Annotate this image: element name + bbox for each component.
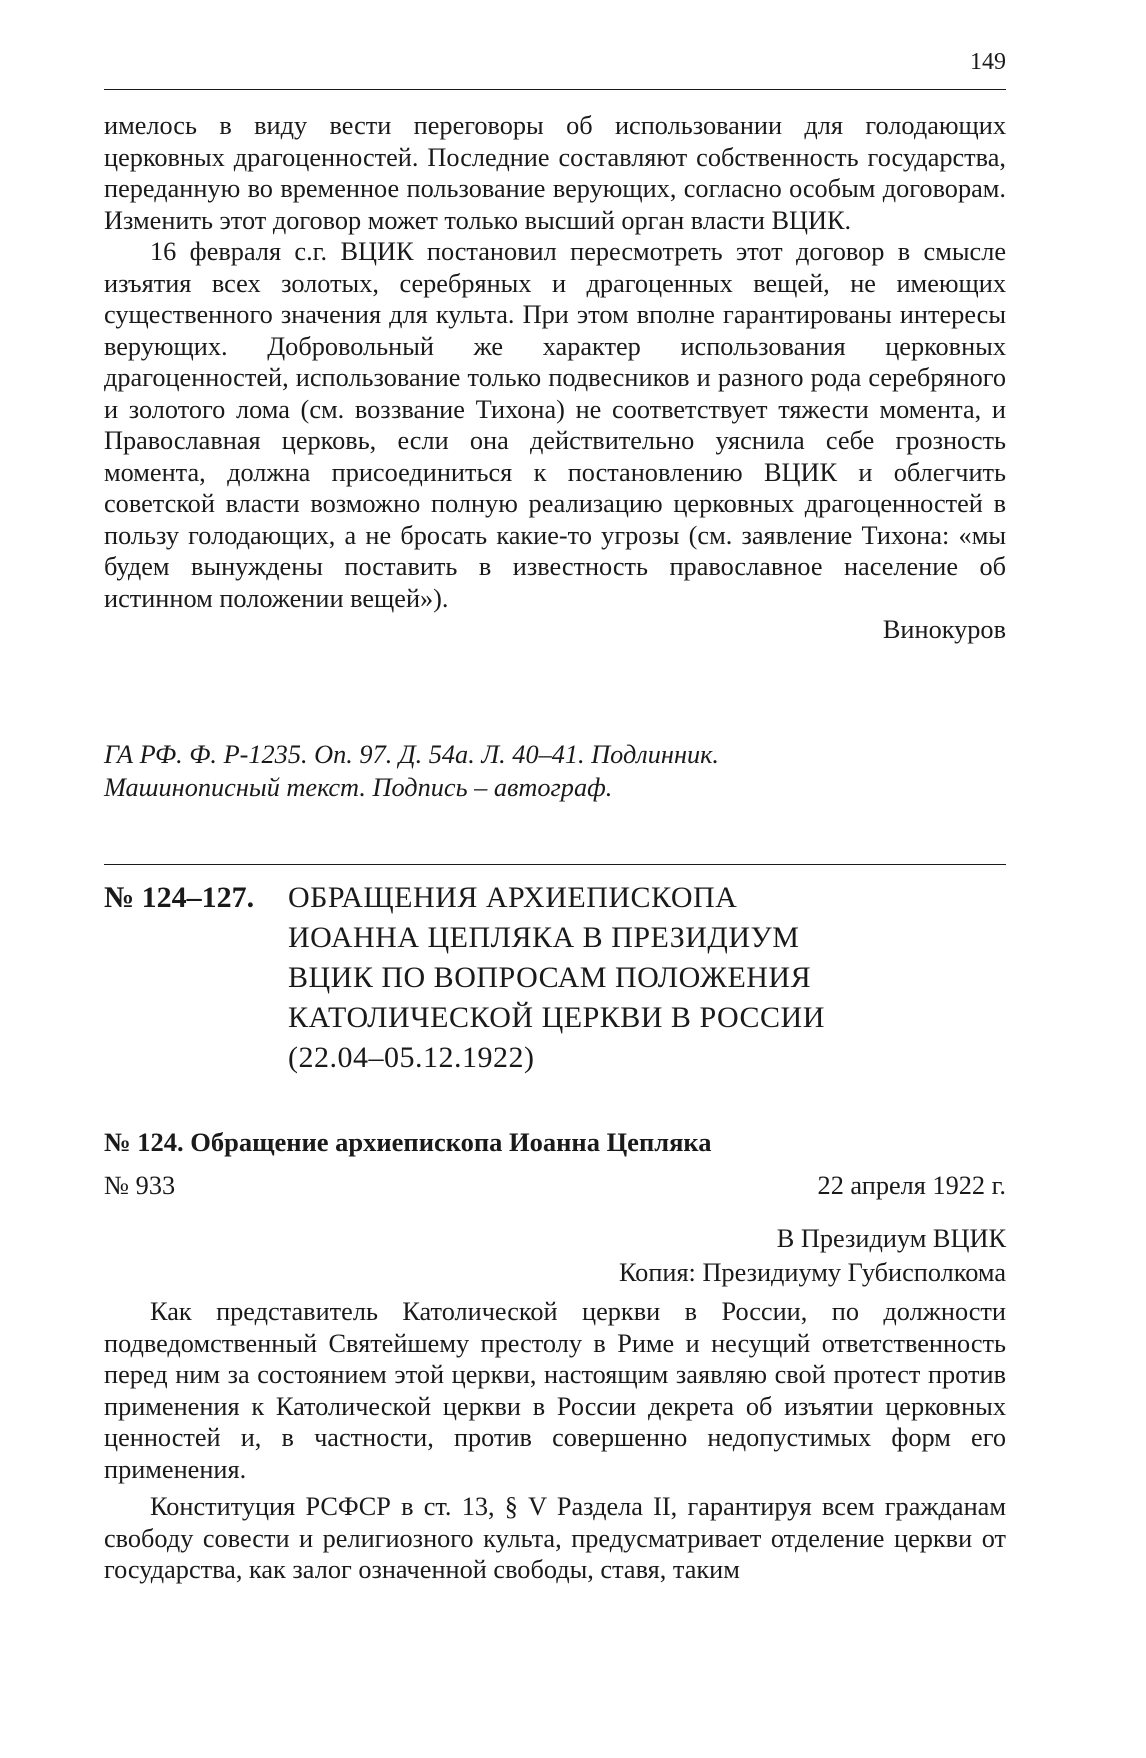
document-body bbox=[104, 1296, 1006, 1592]
document-date: 22 апреля 1922 г. bbox=[817, 1171, 1006, 1200]
page-number: 149 bbox=[970, 49, 1006, 75]
copy-to: Копия: Президиуму Губисполкома bbox=[618, 1258, 1006, 1287]
section-title bbox=[288, 878, 1006, 1078]
addressee: В Президиум ВЦИК bbox=[776, 1224, 1006, 1253]
document-reg-number: № 933 bbox=[104, 1171, 176, 1200]
archival-source bbox=[104, 738, 1006, 804]
document-paragraph-1: Как представитель Католической церкви в России, по должности подведомственный Святейшему престолу в Риме и несущий ответственность перед ним за состоянием этой церкви, настоящим заявляю свой протест против применения к Католической церкви в России декрета об изъятии церковных ценностей и, в частности, против совершенно недопустимых форм его применения. bbox=[104, 1297, 1006, 1484]
archival-source-line-1: ГА РФ. Ф. Р-1235. Оп. 97. Д. 54а. Л. 40–41. Подлинник. bbox=[104, 740, 720, 769]
header-rule bbox=[104, 89, 1006, 90]
section-rule bbox=[104, 864, 1006, 865]
document-paragraph-2: Конституция РСФСР в ст. 13, § V Раздела II, гарантируя всем гражданам свободу совести и религиозного культа, предусматривает отделение церкви от государства, как залог означенной свободы, ставя, таким bbox=[104, 1492, 1006, 1584]
continuation-paragraph-2: 16 февраля с.г. ВЦИК постановил пересмотреть этот договор в смысле изъятия всех золотых, серебряных и драгоценных вещей, не имеющих существенного значения для культа. При этом вполне гарантированы интересы верующих. Добровольный же характер использования церковных драгоценностей, использование только подвесников и разного рода серебряного и золотого лома (см. воззвание Тихона) не соответствует тяжести момента, и Православная церковь, если она действительно уяснила себе грозность момента, должна присоединиться к постановлению ВЦИК и облегчить советской власти возможно полную реализацию церковных драгоценностей в пользу голодающих, а не бросать какие-то угрозы (см. заявление Тихона: «мы будем вынуждены поставить в известность православное население об истинном положении вещей»). bbox=[104, 237, 1006, 613]
section-title-line-4: КАТОЛИЧЕСКОЙ ЦЕРКВИ В РОССИИ bbox=[288, 1001, 825, 1034]
continuation-text bbox=[104, 110, 1006, 646]
section-title-line-2: ИОАННА ЦЕПЛЯКА В ПРЕЗИДИУМ bbox=[288, 921, 800, 954]
section-number: № 124–127. bbox=[104, 881, 255, 914]
document-title: № 124. Обращение архиепископа Иоанна Цепляка bbox=[104, 1127, 712, 1157]
section-title-line-3: ВЦИК ПО ВОПРОСАМ ПОЛОЖЕНИЯ bbox=[288, 961, 812, 994]
section-title-line-1: ОБРАЩЕНИЯ АРХИЕПИСКОПА bbox=[288, 881, 738, 914]
addressees bbox=[619, 1222, 1006, 1290]
section-title-line-5: (22.04–05.12.1922) bbox=[288, 1041, 535, 1074]
archival-source-line-2: Машинописный текст. Подпись – автограф. bbox=[104, 773, 613, 802]
signature: Винокуров bbox=[882, 615, 1006, 644]
continuation-paragraph-1: имелось в виду вести переговоры об использовании для голодающих церковных драгоценностей. Последние составляют собственность государства, переданную во временное пользование верующих, согласно особым договорам. Изменить этот договор может только высший орган власти ВЦИК. bbox=[104, 111, 1006, 235]
